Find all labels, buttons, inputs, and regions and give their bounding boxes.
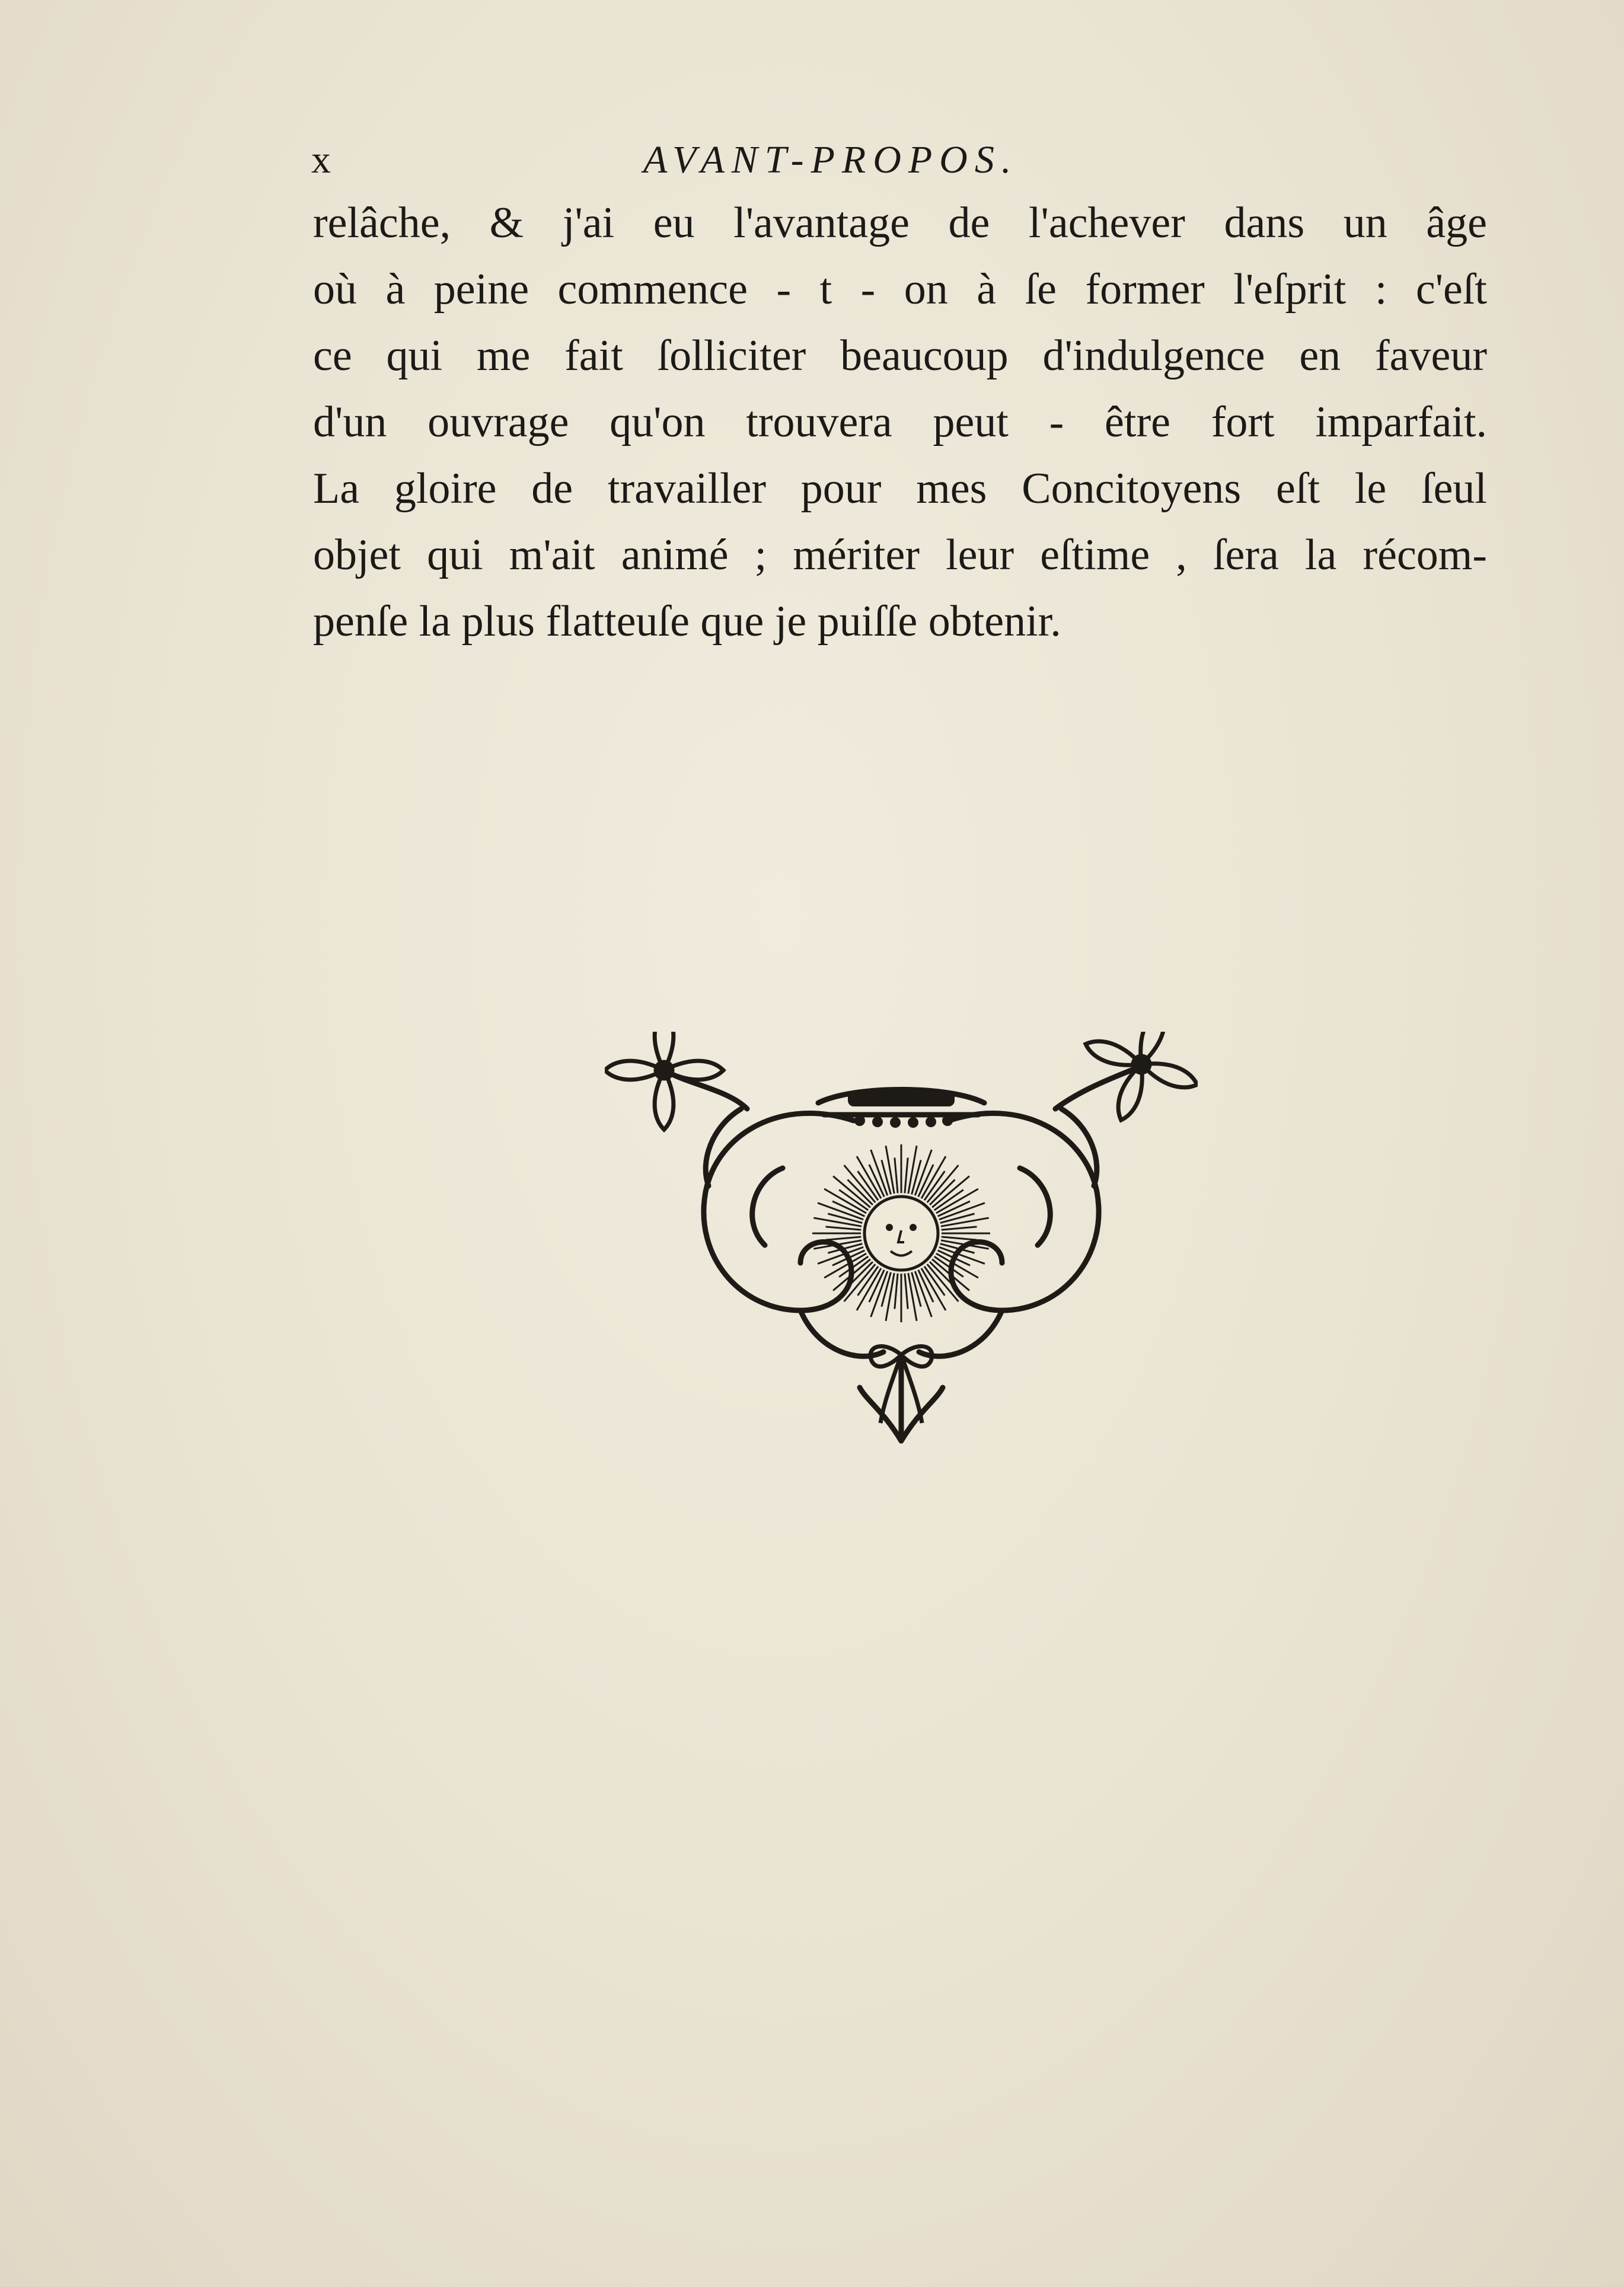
sun-ray	[905, 1274, 908, 1309]
sun-ray	[942, 1227, 977, 1230]
sun-ray	[825, 1237, 861, 1240]
text-line: relâche, & j'ai eu l'avantage de l'achever dans un âge	[313, 199, 1487, 247]
sun-ray	[908, 1146, 917, 1194]
text-line: où à peine commence - t - on à ſe former l'eſprit : c'eſt	[313, 265, 1487, 314]
page-number: x	[311, 138, 331, 181]
sun-ray	[813, 1218, 862, 1226]
sun-ray	[825, 1227, 861, 1230]
sun-ray	[895, 1274, 898, 1309]
running-head: AVANT-PROPOS.	[643, 138, 1019, 181]
sun-ray	[942, 1237, 977, 1240]
sun-ray	[886, 1273, 894, 1321]
body-paragraph	[313, 190, 1487, 655]
sun-ray	[895, 1157, 898, 1193]
sun-face-scroll-ornament-icon	[605, 1032, 1198, 1482]
text-line: penſe la plus flatteuſe que je puiſſe obtenir.	[313, 597, 1061, 646]
sun-ray	[886, 1146, 894, 1194]
text-line: objet qui m'ait animé ; mériter leur eſtime , ſera la récom-	[313, 531, 1487, 579]
sun-ray	[941, 1218, 989, 1226]
text-line: ce qui me fait ſolliciter beaucoup d'indulgence en faveur	[313, 331, 1487, 380]
sun-ray	[905, 1157, 908, 1193]
page-header	[311, 138, 1467, 191]
text-line: d'un ouvrage qu'on trouvera peut - être fort imparfait.	[313, 398, 1487, 446]
show-through-texture	[308, 670, 1524, 740]
text-line: La gloire de travailler pour mes Concitoyens eſt le ſeul	[313, 464, 1487, 513]
sun-ray	[908, 1273, 917, 1321]
